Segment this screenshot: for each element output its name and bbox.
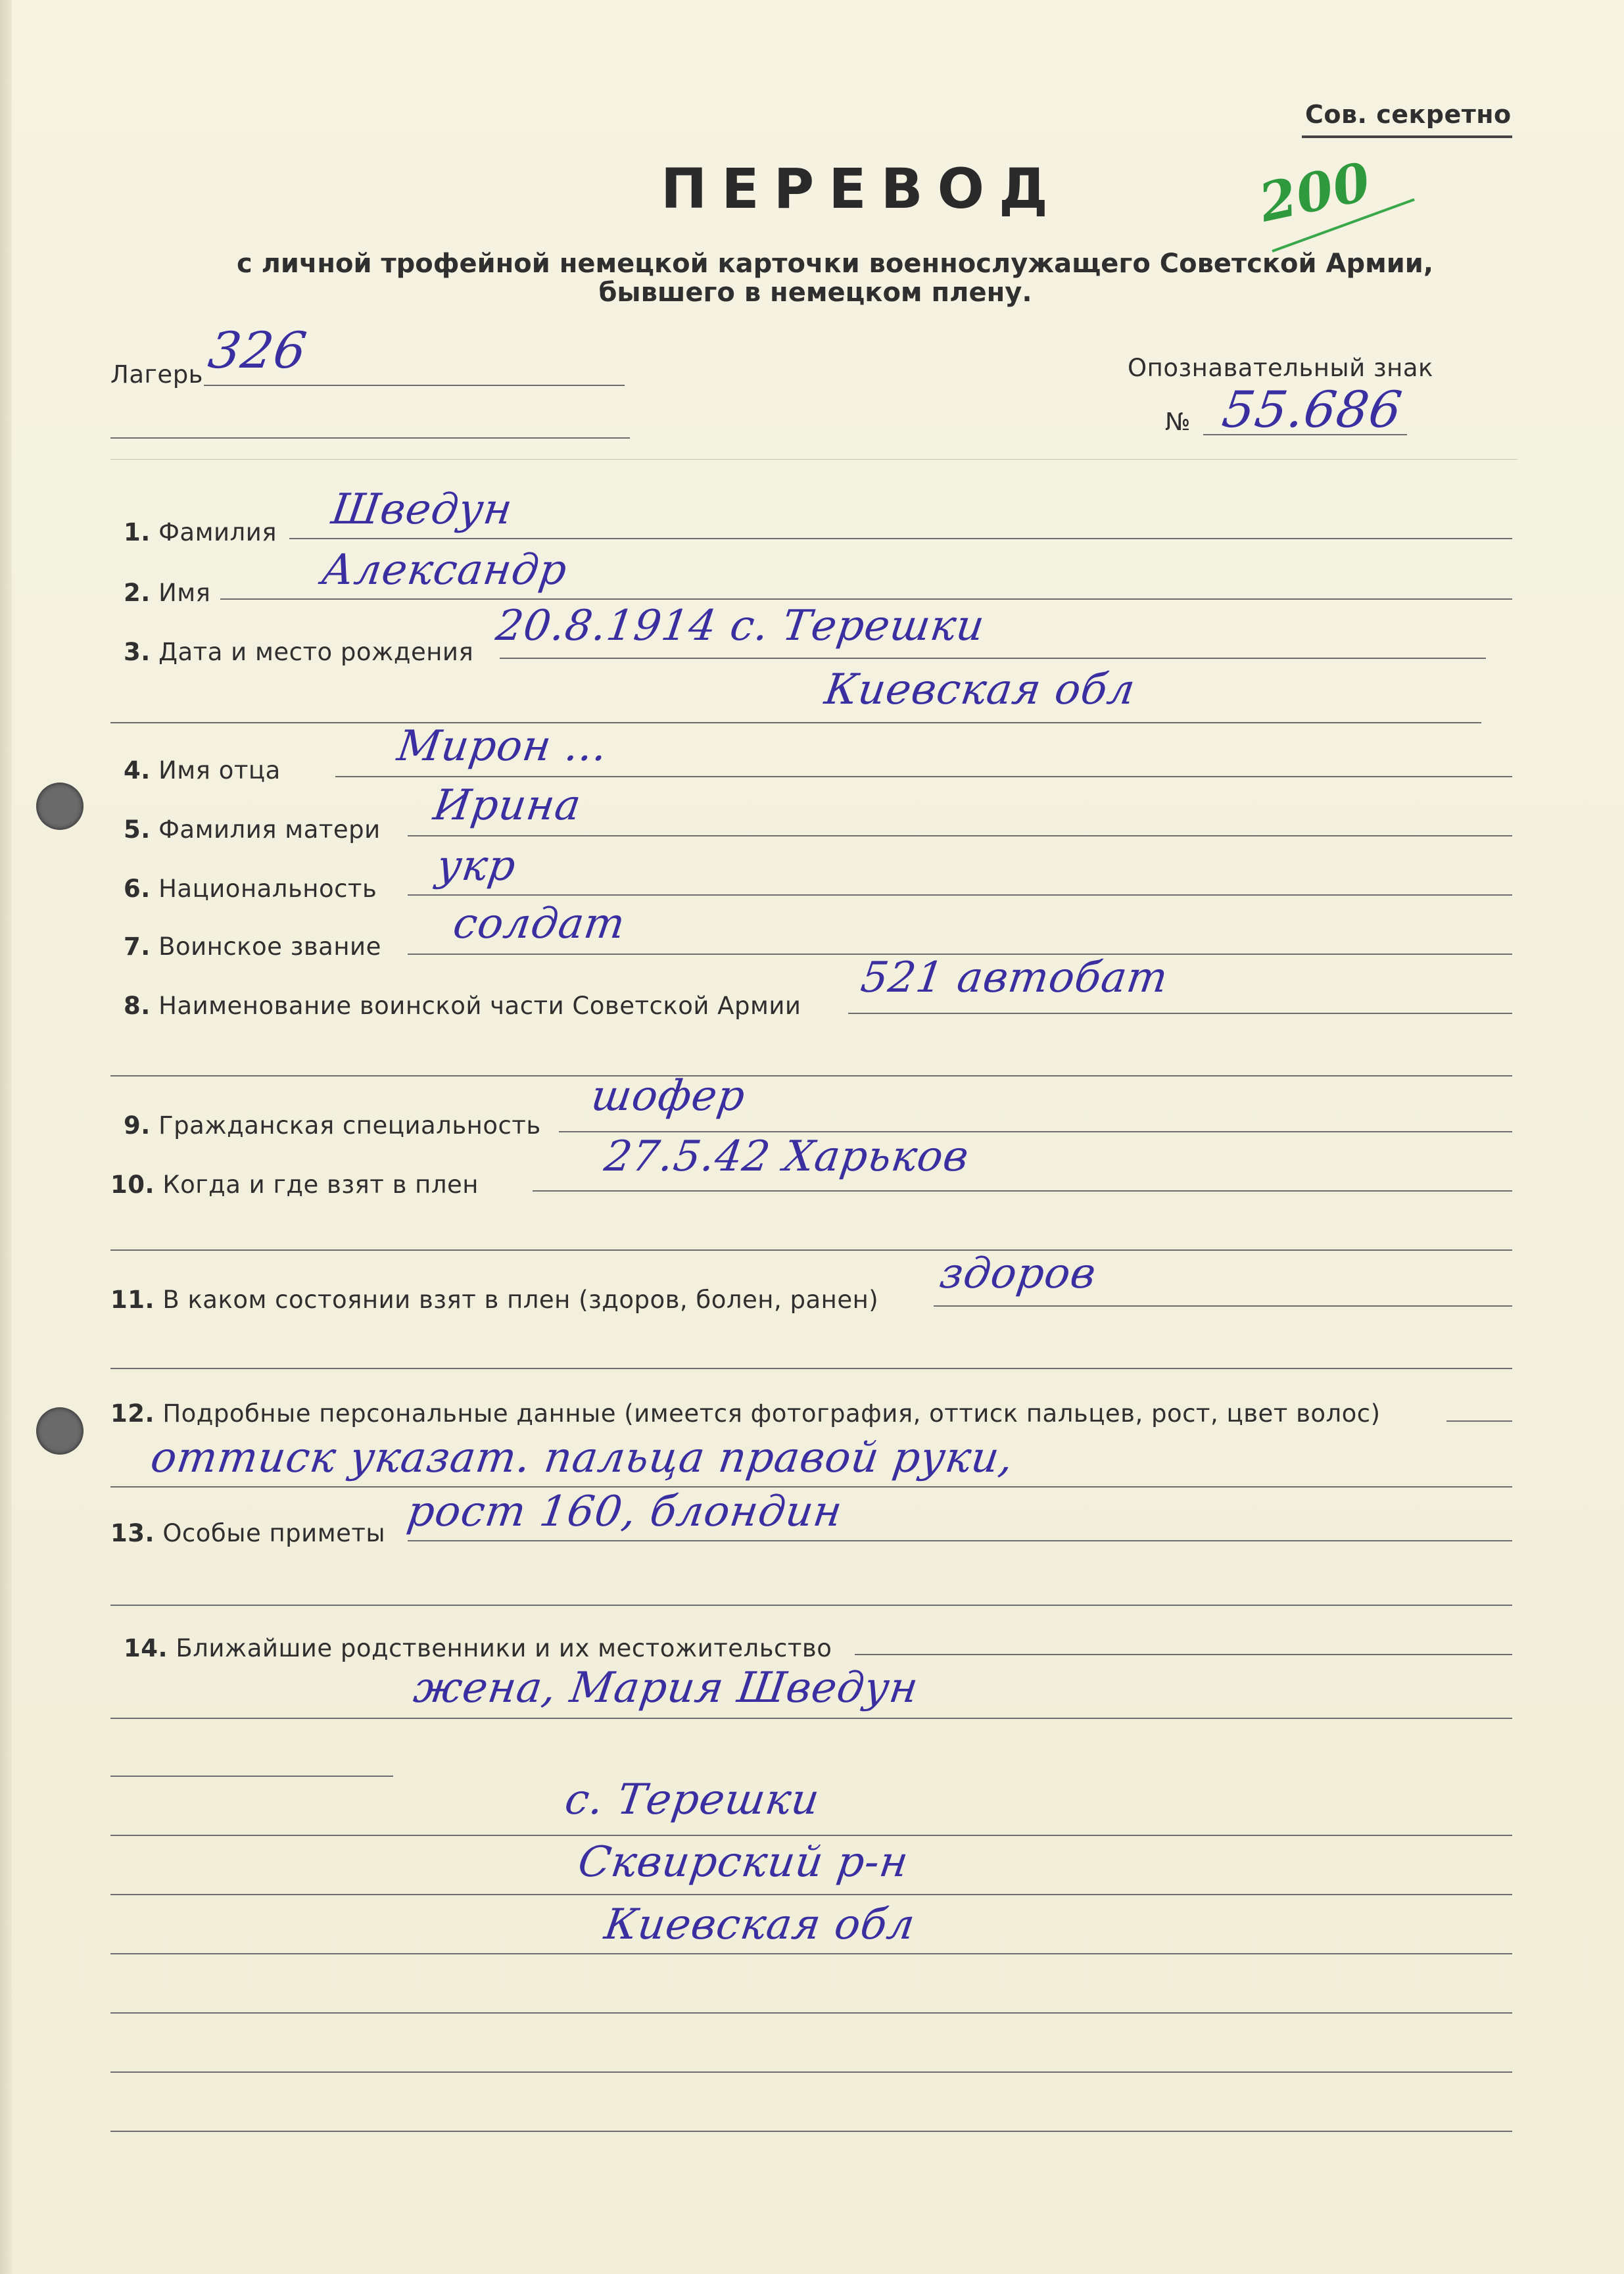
field-6-label-row [124, 875, 377, 903]
field-14-line-4 [110, 1835, 1512, 1836]
field-8-label-row [124, 992, 801, 1020]
field-1-label: Фамилия [158, 518, 277, 546]
field-6-label: Национальность [158, 875, 377, 903]
field-1-number: 1. [124, 518, 151, 546]
field-14-line [855, 1654, 1512, 1655]
classification-underline [1302, 135, 1512, 138]
field-3-line [500, 658, 1486, 659]
field-5-label-row [124, 815, 381, 844]
field-13-label: Особые приметы [162, 1519, 386, 1547]
field-1-value: Шведун [328, 485, 516, 534]
field-11-value: здоров [936, 1249, 1099, 1298]
field-8-line [848, 1013, 1512, 1014]
field-2-label: Имя [158, 579, 211, 607]
field-10-label-row [110, 1171, 479, 1199]
field-4-value: Мирон ... [394, 722, 611, 771]
field-4-label: Имя отца [158, 756, 281, 785]
field-7-label-row [124, 932, 381, 961]
field-11-label-row [110, 1286, 878, 1314]
field-7-number: 7. [124, 932, 151, 961]
field-2-value: Александр [318, 546, 571, 594]
field-9-label: Гражданская специальность [158, 1111, 541, 1140]
field-9-label-row [124, 1111, 541, 1140]
document-title: ПЕРЕВОД [661, 157, 1063, 221]
field-6-value: укр [433, 842, 519, 890]
field-13-label-row [110, 1519, 385, 1547]
number-mark: 200 [1254, 150, 1376, 234]
field-11-line [934, 1305, 1512, 1307]
field-10-line-2 [110, 1249, 1512, 1251]
camp-line-2 [110, 437, 630, 439]
punch-hole-bottom [36, 1407, 84, 1455]
field-3-value-2: Киевская обл [821, 665, 1139, 714]
id-tag-value: 55.686 [1218, 380, 1406, 439]
field-11-number: 11. [110, 1286, 155, 1314]
field-14-value: жена, Мария Шведун [410, 1664, 922, 1712]
punch-hole-top [36, 783, 84, 830]
field-6-line [408, 894, 1512, 896]
field-4-line [335, 776, 1512, 777]
field-8-line-2 [110, 1075, 1512, 1077]
field-7-value: солдат [450, 900, 629, 948]
field-14-line-5 [110, 1894, 1512, 1895]
id-tag-no: № [1165, 408, 1191, 436]
subtitle-line-2: бывшего в немецком плену. [598, 278, 1032, 308]
field-5-value: Ирина [430, 781, 585, 830]
field-5-line [408, 835, 1512, 836]
field-14-value-2: с. Терешки [561, 1776, 823, 1824]
field-2-number: 2. [124, 579, 151, 607]
field-12-value: оттиск указат. пальца правой руки, [147, 1434, 1017, 1482]
field-8-value: 521 автобат [857, 954, 1172, 1002]
field-14-label-row [124, 1634, 832, 1662]
field-14-line-8 [110, 2071, 1512, 2073]
field-6-number: 6. [124, 875, 151, 903]
field-5-label: Фамилия матери [158, 815, 381, 844]
field-11-line-2 [110, 1368, 1512, 1369]
camp-line [204, 385, 625, 386]
field-14-value-3: Сквирский р-н [575, 1838, 912, 1887]
field-14-line-6 [110, 1953, 1512, 1954]
field-7-label: Воинское звание [158, 932, 381, 961]
field-3-line-2 [110, 722, 1481, 723]
field-13-value: рост 160, блондин [404, 1488, 846, 1536]
field-1-line [289, 538, 1512, 539]
field-14-label: Ближайшие родственники и их местожительство [176, 1634, 832, 1662]
field-3-label-row [124, 638, 473, 666]
id-tag-label: Опознавательный знак [1128, 354, 1433, 382]
field-12-line [1446, 1420, 1512, 1422]
field-2-line [220, 598, 1512, 600]
field-3-number: 3. [124, 638, 151, 666]
field-13-line-2 [110, 1605, 1512, 1606]
field-14-line-2 [110, 1718, 1512, 1719]
field-14-line-3 [110, 1776, 393, 1777]
field-9-value: шофер [588, 1072, 749, 1121]
field-1-label-row [124, 518, 277, 546]
field-14-value-4: Киевская обл [601, 1900, 919, 1949]
field-12-label-row [110, 1399, 1381, 1428]
field-10-number: 10. [110, 1171, 155, 1199]
field-14-number: 14. [124, 1634, 168, 1662]
field-12-number: 12. [110, 1399, 155, 1428]
field-14-line-7 [110, 2012, 1512, 2014]
field-13-number: 13. [110, 1519, 155, 1547]
field-3-label: Дата и место рождения [158, 638, 474, 666]
divider [110, 459, 1517, 460]
field-10-value: 27.5.42 Харьков [601, 1132, 972, 1181]
subtitle-line-1: с личной трофейной немецкой карточки военнослужащего Советской Армии, [237, 249, 1434, 279]
field-13-line [408, 1540, 1512, 1541]
camp-value: 326 [204, 321, 311, 379]
field-4-label-row [124, 756, 281, 785]
camp-label: Лагерь [110, 360, 203, 389]
field-11-label: В каком состоянии взят в плен (здоров, болен, ранен) [162, 1286, 879, 1314]
field-10-line [533, 1190, 1512, 1192]
field-4-number: 4. [124, 756, 151, 785]
classification-stamp: Сов. секретно [1305, 100, 1512, 129]
field-8-number: 8. [124, 992, 151, 1020]
field-2-label-row [124, 579, 210, 607]
field-10-label: Когда и где взят в плен [162, 1171, 479, 1199]
field-5-number: 5. [124, 815, 151, 844]
field-3-value: 20.8.1914 с. Терешки [492, 602, 988, 650]
field-8-label: Наименование воинской части Советской Армии [158, 992, 801, 1020]
field-12-label: Подробные персональные данные (имеется фотография, оттиск пальцев, рост, цвет волос) [162, 1399, 1381, 1428]
field-9-number: 9. [124, 1111, 151, 1140]
field-14-line-9 [110, 2131, 1512, 2132]
paper-edge [0, 0, 12, 2274]
